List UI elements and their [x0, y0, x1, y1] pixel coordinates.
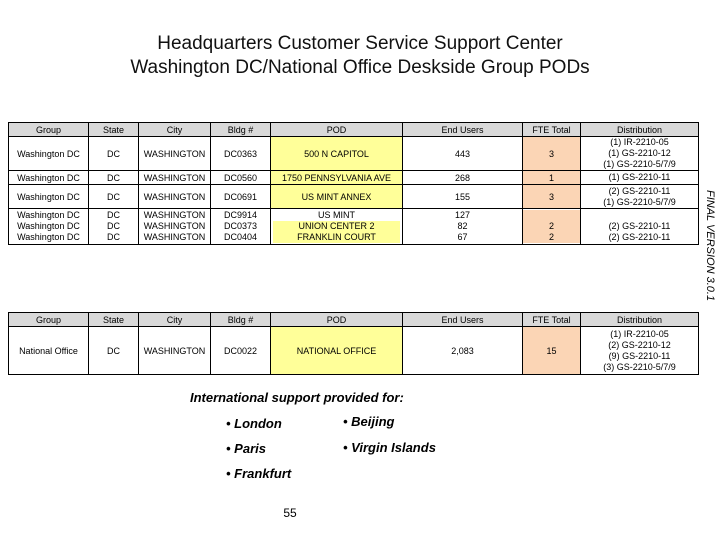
header-bldg: Bldg #: [211, 313, 271, 327]
bldg-line: DC0373: [223, 221, 258, 231]
cell-bldg: DC0691: [211, 185, 271, 209]
distribution-line: (1) GS-2210-5/7/9: [603, 159, 676, 169]
header-state: State: [89, 123, 139, 137]
header-distribution: Distribution: [581, 123, 699, 137]
state-line: DC: [107, 221, 120, 231]
page-number: 55: [283, 506, 297, 520]
end-users-line: 82: [457, 221, 468, 231]
distribution-line: (9) GS-2210-11: [608, 350, 671, 361]
cell-pod: NATIONAL OFFICE: [271, 327, 403, 375]
header-pod: POD: [271, 313, 403, 327]
intl-city-item: • Beijing: [343, 414, 395, 429]
distribution-line: (1) GS-2210-11: [608, 172, 671, 182]
header-bldg: Bldg #: [211, 123, 271, 137]
distribution-line: (1) GS-2210-12: [608, 148, 671, 158]
end-users-line: 127: [454, 210, 471, 220]
state-line: DC: [107, 232, 120, 242]
distribution-line: (2) GS-2210-11: [608, 232, 671, 242]
distribution-line: (1) IR-2210-05: [610, 137, 669, 147]
cell-pod: [271, 209, 403, 245]
cell-distribution: [581, 171, 699, 185]
bldg-line: DC0404: [223, 232, 258, 242]
header-group: Group: [9, 313, 89, 327]
cell-end-users: 268: [403, 171, 523, 185]
table-row: [9, 171, 699, 185]
end-users-line: 67: [457, 232, 468, 242]
distribution-line: (1) IR-2210-05: [610, 328, 669, 339]
state-line: DC: [107, 210, 120, 220]
header-city: City: [139, 123, 211, 137]
cell-pod: 500 N CAPITOL: [271, 137, 403, 171]
table-row: [9, 137, 699, 171]
cell-group: [9, 209, 89, 245]
distribution-line: (2) GS-2210-11: [608, 221, 671, 231]
city-line: WASHINGTON: [143, 210, 206, 220]
header-end-users: End Users: [403, 123, 523, 137]
header-state: State: [89, 313, 139, 327]
cell-state: DC: [89, 185, 139, 209]
city-line: WASHINGTON: [143, 232, 206, 242]
intl-city-item: • Virgin Islands: [343, 440, 436, 455]
header-end-users: End Users: [403, 313, 523, 327]
cell-city: WASHINGTON: [139, 327, 211, 375]
version-label: FINAL VERSION 3.0.1: [704, 190, 716, 302]
cell-city: WASHINGTON: [139, 137, 211, 171]
distribution-line: (3) GS-2210-5/7/9: [603, 361, 676, 372]
cell-end-users: [403, 209, 523, 245]
cell-end-users: 2,083: [403, 327, 523, 375]
distribution-line: [583, 210, 696, 221]
national-office-pods-table: [8, 312, 699, 375]
city-line: WASHINGTON: [143, 221, 206, 231]
cell-city: [139, 209, 211, 245]
intl-city-item: • Paris: [226, 441, 266, 456]
header-pod: POD: [271, 123, 403, 137]
table-header-row: [9, 313, 699, 327]
header-fte-total: FTE Total: [523, 123, 581, 137]
pod-line: FRANKLIN COURT: [273, 232, 400, 243]
group-line: Washington DC: [17, 210, 80, 220]
page-title: Headquarters Customer Service Support Center: [157, 33, 563, 54]
cell-distribution: [581, 185, 699, 209]
intl-city-item: • London: [226, 416, 282, 431]
cell-pod: US MINT ANNEX: [271, 185, 403, 209]
cell-end-users: 443: [403, 137, 523, 171]
washington-dc-pods-table: [8, 122, 699, 245]
international-support-heading: International support provided for:: [190, 390, 404, 405]
table-row: [9, 327, 699, 375]
cell-bldg: DC0022: [211, 327, 271, 375]
header-city: City: [139, 313, 211, 327]
cell-group: Washington DC: [9, 171, 89, 185]
header-group: Group: [9, 123, 89, 137]
cell-group: Washington DC: [9, 137, 89, 171]
cell-fte: 3: [523, 137, 581, 171]
page-subtitle: Washington DC/National Office Deskside Group PODs: [130, 57, 590, 78]
cell-state: DC: [89, 327, 139, 375]
bldg-line: DC9914: [223, 210, 258, 220]
intl-city-item: • Frankfurt: [226, 466, 292, 481]
cell-city: WASHINGTON: [139, 171, 211, 185]
cell-fte: [523, 209, 581, 245]
table-row-group: [9, 209, 699, 245]
cell-city: WASHINGTON: [139, 185, 211, 209]
cell-group: Washington DC: [9, 185, 89, 209]
table-row: [9, 185, 699, 209]
group-line: Washington DC: [17, 221, 80, 231]
cell-state: DC: [89, 137, 139, 171]
header-distribution: Distribution: [581, 313, 699, 327]
distribution-line: (2) GS-2210-11: [608, 185, 671, 196]
pod-line: UNION CENTER 2: [273, 221, 400, 232]
fte-line: 2: [523, 221, 580, 232]
fte-line: 2: [523, 232, 580, 243]
cell-bldg: DC0560: [211, 171, 271, 185]
cell-fte: 3: [523, 185, 581, 209]
cell-bldg: [211, 209, 271, 245]
cell-pod: 1750 PENNSYLVANIA AVE: [271, 171, 403, 185]
distribution-line: (1) GS-2210-5/7/9: [603, 196, 676, 207]
pod-line: US MINT: [318, 210, 355, 220]
cell-bldg: DC0363: [211, 137, 271, 171]
cell-state: DC: [89, 171, 139, 185]
cell-distribution: [581, 209, 699, 245]
cell-distribution: [581, 327, 699, 375]
cell-distribution: [581, 137, 699, 171]
cell-end-users: 155: [403, 185, 523, 209]
cell-fte: 1: [523, 171, 581, 185]
table-header-row: [9, 123, 699, 137]
distribution-line: (2) GS-2210-12: [608, 339, 671, 350]
fte-line: [523, 210, 580, 221]
cell-state: [89, 209, 139, 245]
cell-group: National Office: [9, 327, 89, 375]
group-line: Washington DC: [17, 232, 80, 242]
header-fte-total: FTE Total: [523, 313, 581, 327]
cell-fte: 15: [523, 327, 581, 375]
